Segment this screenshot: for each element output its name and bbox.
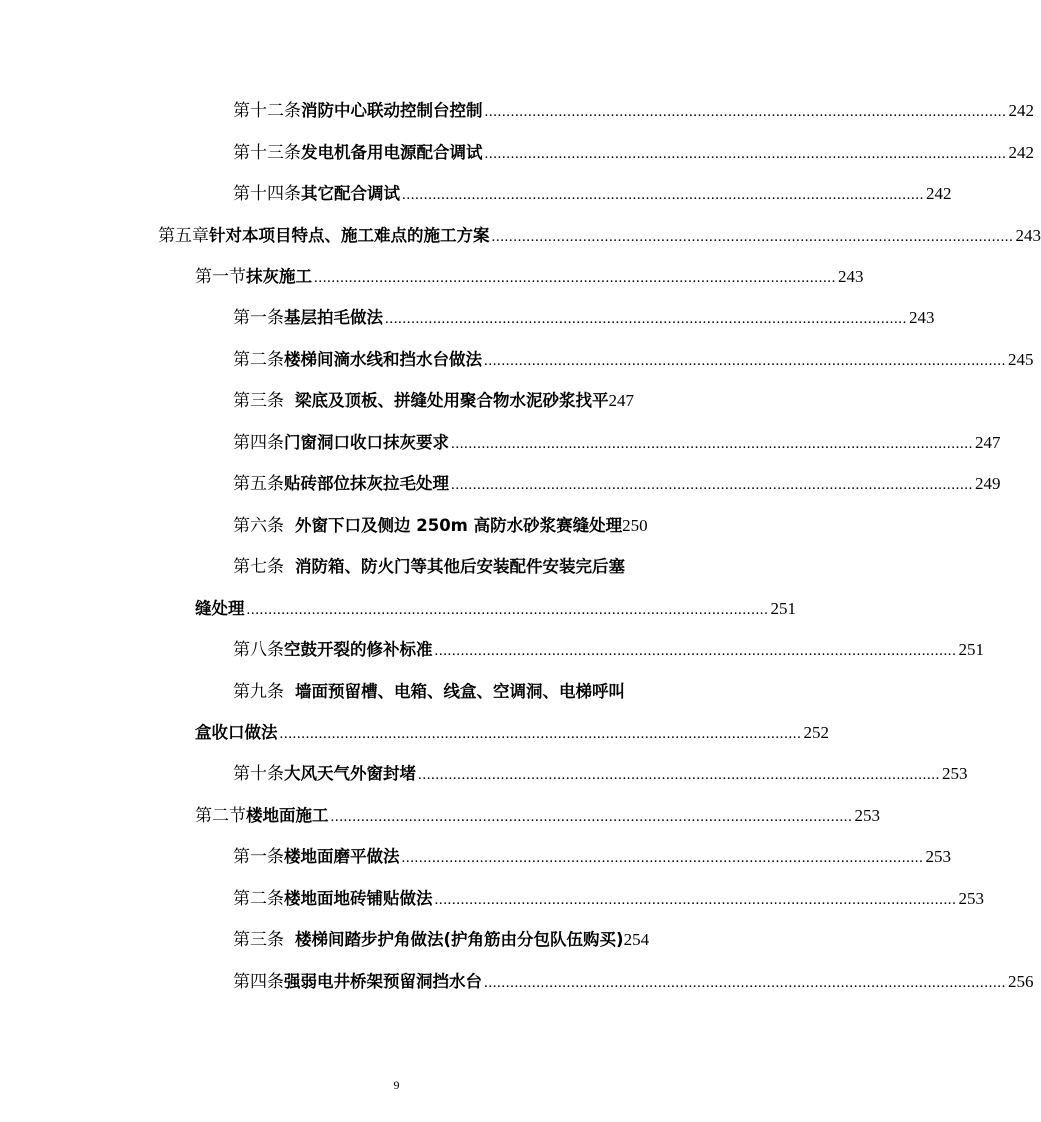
dot-leader: ........................................................................................................................ [279, 726, 802, 742]
toc-entry-page: 242 [926, 184, 952, 203]
toc-entry-page: 243 [838, 267, 864, 286]
toc-entry-continuation[interactable] [195, 714, 829, 744]
toc-entry[interactable] [233, 299, 935, 329]
toc-entry-title: 楼地面施工 [246, 806, 329, 825]
toc-entry-page: 243 [1015, 226, 1041, 245]
toc-entry-page: 245 [1008, 350, 1034, 369]
dot-leader: ........................................................................................................................ [484, 146, 1007, 162]
toc-entry[interactable] [233, 175, 952, 205]
toc-entry[interactable] [233, 880, 984, 910]
toc-entry-number: 第十四条 [233, 184, 301, 204]
toc-entry-continuation[interactable] [195, 590, 796, 620]
dot-leader: ........................................................................................................................ [491, 229, 1014, 245]
toc-entry-title: 基层拍毛做法 [284, 308, 383, 327]
dot-leader: ........................................................................................................................ [385, 311, 907, 327]
dot-leader: ........................................................................................................................ [402, 187, 924, 203]
toc-entry-page: 251 [958, 640, 984, 659]
toc-entry-title: 楼地面地砖铺贴做法 [284, 889, 433, 908]
dot-leader: ........................................................................................................................ [434, 643, 957, 659]
dot-leader: ........................................................................................................................ [484, 104, 1007, 120]
toc-entry-number: 第五条 [233, 474, 284, 494]
toc-entry-number: 第十条 [233, 764, 284, 784]
toc-entry-number: 第四条 [233, 972, 284, 992]
toc-entry-number: 第三条 [233, 930, 284, 950]
dot-leader: ........................................................................................................................ [451, 477, 973, 493]
toc-entry-number: 第二节 [195, 806, 246, 826]
toc-entry-page: 253 [854, 806, 880, 825]
toc-entry-number: 第五章 [158, 226, 209, 246]
toc-entry-number: 第六条 [233, 516, 284, 536]
toc-entry-title: 消防中心联动控制台控制 [301, 101, 483, 120]
dot-leader: ........................................................................................................................ [451, 436, 973, 452]
toc-entry-title: 门窗洞口收口抹灰要求 [284, 433, 449, 452]
toc-entry[interactable] [233, 921, 673, 951]
toc-entry-title: 大风天气外窗封堵 [284, 764, 416, 783]
toc-entry-page: 256 [1008, 972, 1034, 991]
toc-entry[interactable] [233, 507, 673, 537]
toc-entry-page: 247 [608, 391, 634, 410]
toc-entry-page: 243 [909, 308, 935, 327]
toc-entry-number: 第十三条 [233, 143, 301, 163]
toc-entry-title: 抹灰施工 [246, 267, 312, 286]
toc-entry-number: 第一节 [195, 267, 246, 287]
dot-leader: ........................................................................................................................ [314, 270, 836, 286]
toc-entry-title: 外窗下口及侧边 250m 高防水砂浆赛缝处理 [295, 516, 623, 535]
toc-entry-number: 第九条 [233, 682, 284, 702]
toc-entry-number: 第二条 [233, 889, 284, 909]
toc-entry-title: 楼地面磨平做法 [284, 847, 400, 866]
toc-entry-title: 梁底及顶板、拼缝处用聚合物水泥砂浆找平 [295, 391, 609, 410]
toc-entry[interactable] [233, 963, 1034, 993]
toc-entry-title: 消防箱、防火门等其他后安装配件安装完后塞 [295, 557, 625, 576]
toc-entry-number: 第二条 [233, 350, 284, 370]
toc-entry-title: 盒收口做法 [195, 723, 278, 742]
toc-entry[interactable] [233, 548, 673, 578]
toc-entry-page: 252 [803, 723, 829, 742]
dot-leader: ........................................................................................................................ [484, 975, 1006, 991]
toc-entry[interactable] [233, 341, 1034, 371]
toc-entry-section[interactable] [195, 797, 880, 827]
dot-leader: ........................................................................................................................ [330, 809, 853, 825]
toc-entry-page: 251 [770, 599, 796, 618]
toc-entry-title: 强弱电井桥架预留洞挡水台 [284, 972, 482, 991]
toc-entry-section[interactable] [195, 258, 864, 288]
toc-entry-page: 242 [1008, 101, 1034, 120]
toc-entry-page: 253 [925, 847, 951, 866]
toc-entry[interactable] [233, 382, 673, 412]
toc-entry-title: 缝处理 [195, 599, 245, 618]
dot-leader: ........................................................................................................................ [434, 892, 957, 908]
toc-entry[interactable] [233, 424, 1001, 454]
toc-entry-page: 249 [975, 474, 1001, 493]
page-number: 9 [393, 1078, 400, 1092]
toc-entry-number: 第四条 [233, 433, 284, 453]
toc-entry-title: 其它配合调试 [301, 184, 400, 203]
dot-leader: ........................................................................................................................ [484, 353, 1006, 369]
toc-entry-title: 贴砖部位抹灰拉毛处理 [284, 474, 449, 493]
dot-leader: ........................................................................................................................ [401, 850, 924, 866]
toc-entry[interactable] [233, 838, 951, 868]
toc-entry-number: 第七条 [233, 557, 284, 577]
toc-entry-chapter[interactable] [158, 217, 1041, 247]
toc-entry[interactable] [233, 631, 984, 661]
toc-entry-page: 254 [623, 930, 650, 949]
toc-entry-title: 针对本项目特点、施工难点的施工方案 [209, 226, 490, 245]
toc-entry-page: 242 [1008, 143, 1034, 162]
toc-entry-page: 247 [975, 433, 1001, 452]
toc-entry-title: 发电机备用电源配合调试 [301, 143, 483, 162]
toc-entry-number: 第十二条 [233, 101, 301, 121]
toc-entry-page: 253 [942, 764, 968, 783]
toc-entry-page: 253 [958, 889, 984, 908]
toc-entry[interactable] [233, 755, 968, 785]
toc-entry-title: 墙面预留槽、电箱、线盒、空调洞、电梯呼叫 [295, 682, 625, 701]
toc-entry-title: 楼梯间踏步护角做法(护角筋由分包队伍购买) [295, 930, 624, 949]
toc-entry-number: 第八条 [233, 640, 284, 660]
toc-entry-number: 第一条 [233, 847, 284, 867]
toc-entry-page: 250 [622, 516, 648, 535]
toc-entry-number: 第三条 [233, 391, 284, 411]
toc-entry[interactable] [233, 134, 1034, 164]
dot-leader: ........................................................................................................................ [246, 602, 769, 618]
toc-entry[interactable] [233, 465, 1001, 495]
toc-entry-number: 第一条 [233, 308, 284, 328]
toc-entry-title: 空鼓开裂的修补标准 [284, 640, 433, 659]
toc-entry-title: 楼梯间滴水线和挡水台做法 [284, 350, 482, 369]
toc-entry[interactable] [233, 92, 1034, 122]
toc-entry[interactable] [233, 673, 673, 703]
dot-leader: ........................................................................................................................ [418, 767, 940, 783]
